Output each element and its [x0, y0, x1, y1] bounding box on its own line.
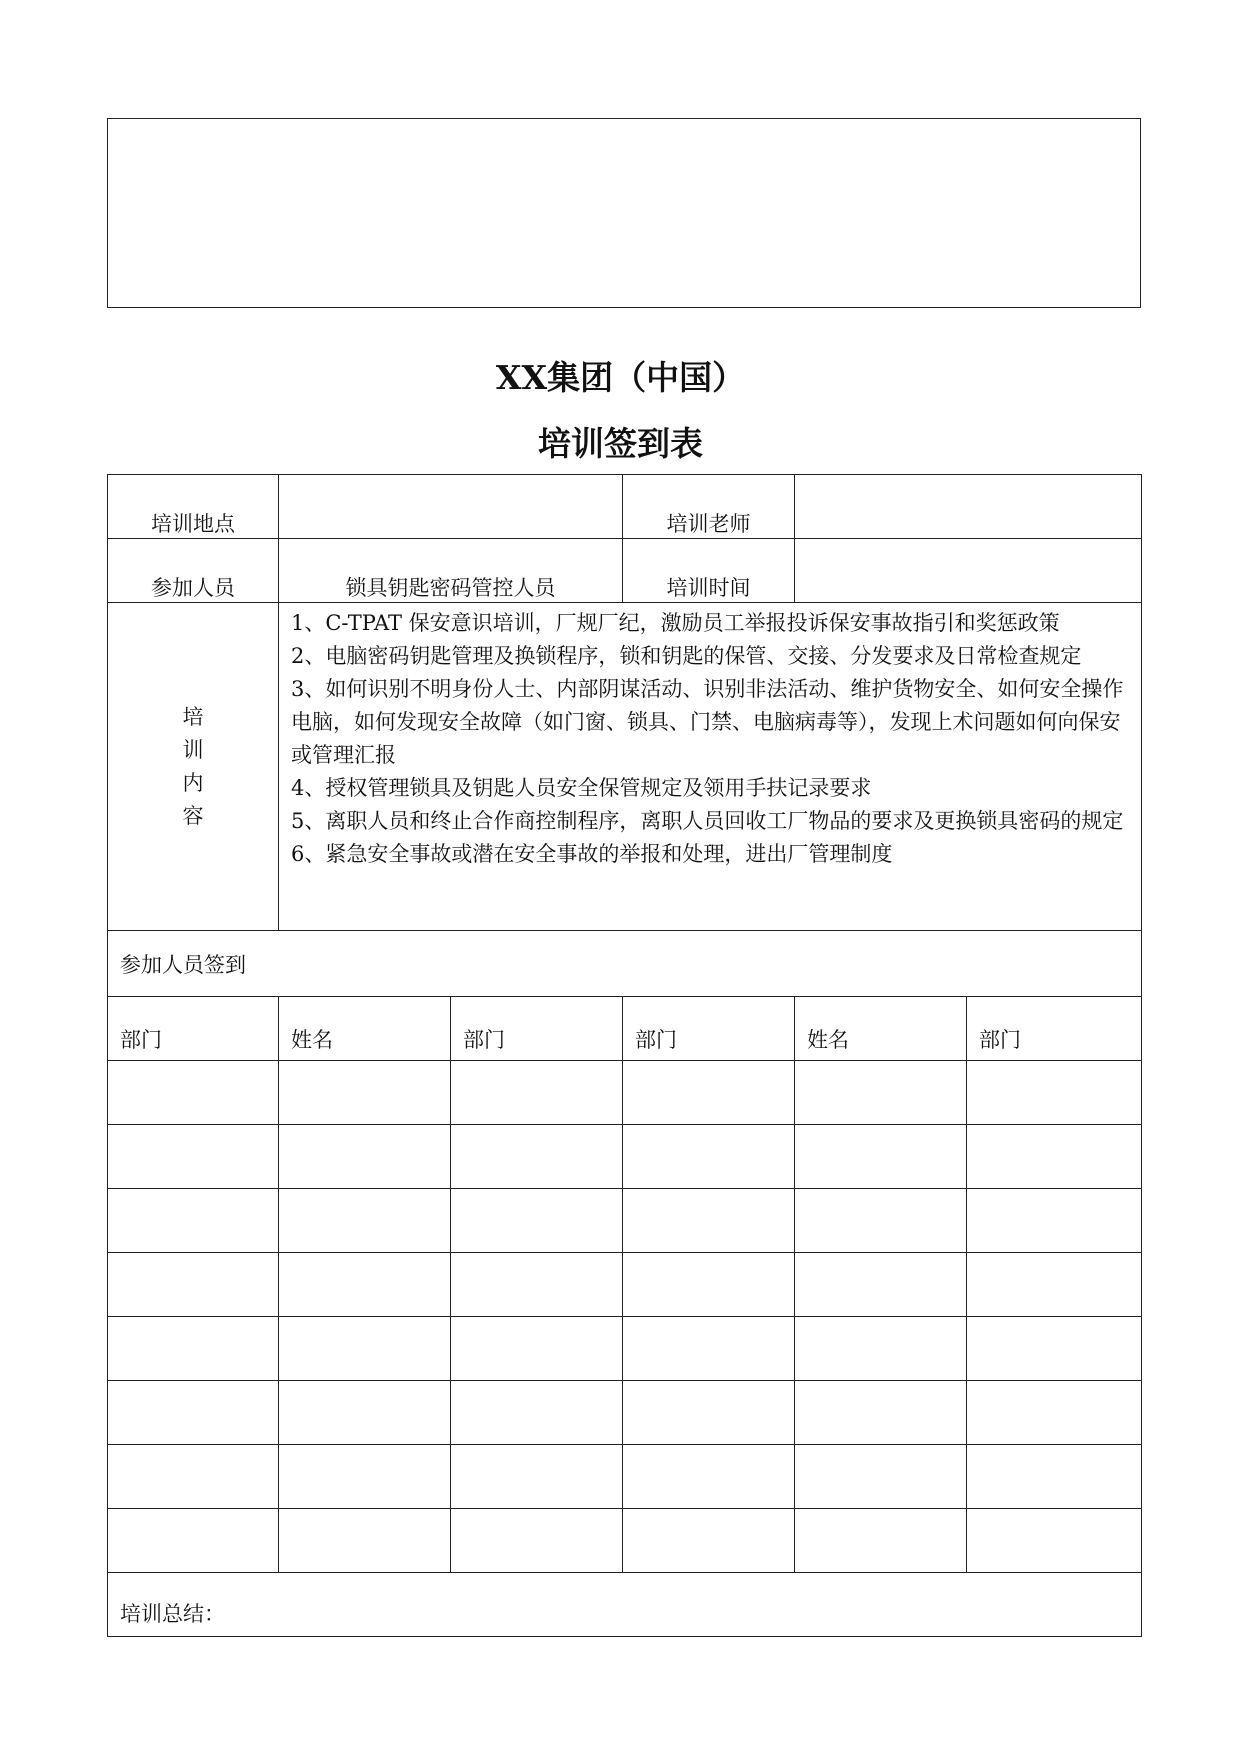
column-header-name: 姓名	[795, 997, 967, 1061]
content-item: 4、授权管理锁具及钥匙人员安全保管规定及领用手扶记录要求	[291, 776, 872, 800]
signin-cell[interactable]	[967, 1445, 1142, 1509]
signin-cell[interactable]	[795, 1317, 967, 1381]
content-item: 1、C-TPAT 保安意识培训，厂规厂纪，激励员工举报投诉保安事故指引和奖惩政策	[291, 611, 1060, 635]
signin-cell[interactable]	[279, 1189, 451, 1253]
signin-cell[interactable]	[967, 1253, 1142, 1317]
signin-cell[interactable]	[623, 1125, 795, 1189]
signin-cell[interactable]	[279, 1509, 451, 1573]
info-row-location	[108, 475, 1142, 539]
signin-cell[interactable]	[451, 1189, 623, 1253]
content-label-char: 内	[182, 770, 204, 795]
content-label-char: 训	[182, 737, 204, 762]
signin-cell[interactable]	[451, 1317, 623, 1381]
signin-cell[interactable]	[967, 1125, 1142, 1189]
signin-row	[108, 1381, 1142, 1445]
column-header-department: 部门	[623, 997, 795, 1061]
signin-cell[interactable]	[967, 1381, 1142, 1445]
signin-cell[interactable]	[967, 1189, 1142, 1253]
signin-row	[108, 1253, 1142, 1317]
signin-cell[interactable]	[967, 1509, 1142, 1573]
info-row-participants	[108, 539, 1142, 603]
company-title: XX集团（中国）	[495, 358, 746, 397]
column-header-department: 部门	[967, 997, 1142, 1061]
signin-title-row	[108, 931, 1142, 997]
signin-cell[interactable]	[279, 1061, 451, 1125]
signin-cell[interactable]	[795, 1509, 967, 1573]
signin-cell[interactable]	[279, 1253, 451, 1317]
signin-cell[interactable]	[451, 1125, 623, 1189]
signin-row	[108, 1445, 1142, 1509]
signin-cell[interactable]	[108, 1509, 279, 1573]
signin-cell[interactable]	[623, 1445, 795, 1509]
form-title: 培训签到表	[538, 424, 703, 463]
signin-cell[interactable]	[623, 1189, 795, 1253]
signin-cell[interactable]	[108, 1189, 279, 1253]
signin-cell[interactable]	[108, 1317, 279, 1381]
content-item: 5、离职人员和终止合作商控制程序，离职人员回收工厂物品的要求及更换锁具密码的规定	[291, 809, 1124, 833]
signin-row	[108, 1189, 1142, 1253]
signin-cell[interactable]	[279, 1381, 451, 1445]
content-list	[279, 603, 1142, 931]
content-item: 6、紧急安全事故或潜在安全事故的举报和处理，进出厂管理制度	[291, 842, 893, 866]
signin-cell[interactable]	[108, 1253, 279, 1317]
content-row	[108, 603, 1142, 931]
top-blank-box	[107, 118, 1141, 308]
content-item: 2、电脑密码钥匙管理及换锁程序，锁和钥匙的保管、交接、分发要求及日常检查规定	[291, 644, 1082, 668]
location-label: 培训地点	[108, 475, 279, 539]
signin-cell[interactable]	[108, 1381, 279, 1445]
signin-cell[interactable]	[451, 1381, 623, 1445]
signin-cell[interactable]	[108, 1061, 279, 1125]
column-header-department: 部门	[451, 997, 623, 1061]
content-label-char: 容	[182, 803, 204, 828]
content-label	[108, 603, 279, 931]
signin-cell[interactable]	[623, 1317, 795, 1381]
signin-header-row	[108, 997, 1142, 1061]
time-label: 培训时间	[623, 539, 795, 603]
summary-label[interactable]: 培训总结：	[108, 1573, 1142, 1637]
signin-row	[108, 1317, 1142, 1381]
signin-cell[interactable]	[451, 1445, 623, 1509]
content-label-char: 培	[182, 704, 204, 729]
teacher-field[interactable]	[795, 475, 1142, 539]
signin-cell[interactable]	[623, 1061, 795, 1125]
participants-field[interactable]: 锁具钥匙密码管控人员	[279, 539, 623, 603]
signin-cell[interactable]	[967, 1317, 1142, 1381]
teacher-label: 培训老师	[623, 475, 795, 539]
signin-cell[interactable]	[623, 1381, 795, 1445]
signin-cell[interactable]	[279, 1445, 451, 1509]
signin-cell[interactable]	[108, 1125, 279, 1189]
summary-row	[108, 1573, 1142, 1637]
signin-cell[interactable]	[279, 1317, 451, 1381]
participants-label: 参加人员	[108, 539, 279, 603]
signin-row	[108, 1061, 1142, 1125]
signin-section-title: 参加人员签到	[108, 931, 1142, 997]
signin-cell[interactable]	[795, 1253, 967, 1317]
content-item: 3、如何识别不明身份人士、内部阴谋活动、识别非法活动、维护货物安全、如何安全操作电脑，如何发现安全故障（如门窗、锁具、门禁、电脑病毒等），发现上术问题如何向保安或管理汇报	[291, 677, 1124, 767]
signin-cell[interactable]	[795, 1061, 967, 1125]
training-signin-table	[107, 474, 1142, 1637]
location-field[interactable]	[279, 475, 623, 539]
signin-cell[interactable]	[451, 1061, 623, 1125]
signin-cell[interactable]	[623, 1253, 795, 1317]
signin-cell[interactable]	[795, 1189, 967, 1253]
signin-cell[interactable]	[623, 1509, 795, 1573]
signin-cell[interactable]	[795, 1381, 967, 1445]
signin-cell[interactable]	[967, 1061, 1142, 1125]
column-header-department: 部门	[108, 997, 279, 1061]
column-header-name: 姓名	[279, 997, 451, 1061]
signin-cell[interactable]	[108, 1445, 279, 1509]
signin-cell[interactable]	[279, 1125, 451, 1189]
signin-row	[108, 1125, 1142, 1189]
signin-cell[interactable]	[451, 1509, 623, 1573]
signin-row	[108, 1509, 1142, 1573]
signin-cell[interactable]	[795, 1125, 967, 1189]
signin-cell[interactable]	[451, 1253, 623, 1317]
signin-cell[interactable]	[795, 1445, 967, 1509]
time-field[interactable]	[795, 539, 1142, 603]
